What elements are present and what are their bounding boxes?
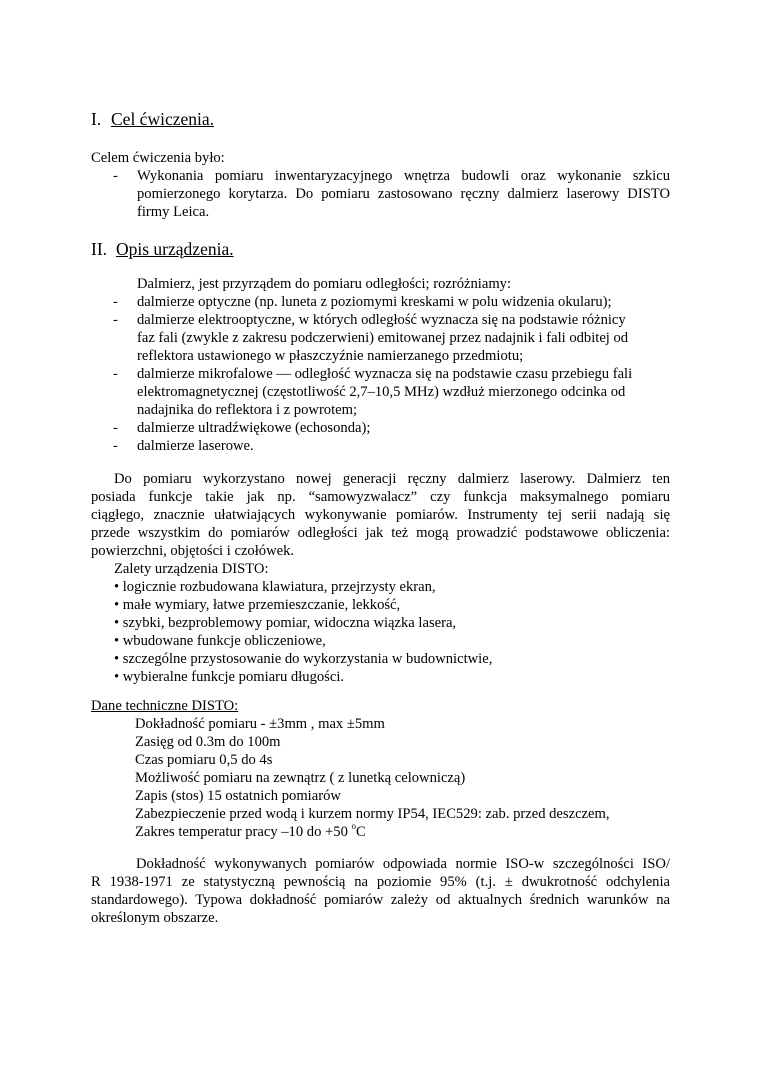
paragraph-line: ciągłego, znacznie ułatwiających wykonywanie pomiarów. Instrumenty tej serii nadają się — [91, 507, 670, 523]
tech-data-row: Dokładność pomiaru - ±3mm , max ±5mm — [135, 716, 385, 732]
list-dash: - — [113, 420, 118, 436]
section-1-item-line: pomierzonego korytarza. Do pomiaru zastosowano ręczny dalmierz laserowy DISTO — [137, 186, 670, 202]
final-paragraph-line: R 1938-1971 ze statystyczną pewnością na poziomie 95% (t.j. ± dwukrotność odchylenia — [91, 874, 670, 890]
tech-data-row: Czas pomiaru 0,5 do 4s — [135, 752, 273, 768]
advantage-item: • szybki, bezproblemowy pomiar, widoczna wiązka lasera, — [114, 615, 457, 631]
section-1-intro: Celem ćwiczenia było: — [91, 150, 225, 166]
paragraph-line: powierzchni, objętości i czołówek. — [91, 543, 295, 559]
section-2-title: Opis urządzenia. — [116, 239, 234, 259]
tech-data-row-temperature — [135, 823, 366, 841]
section-1-item-line: firmy Leica. — [137, 204, 210, 220]
device-type-line: reflektora ustawionego w płaszczyźnie namierzanego przedmiotu; — [137, 348, 524, 364]
list-dash: - — [113, 168, 118, 184]
tech-data-row: Zapis (stos) 15 ostatnich pomiarów — [135, 788, 341, 804]
section-1-number: I. — [91, 109, 102, 129]
final-paragraph-line: standardowego). Typowa dokładność pomiarów zależy od aktualnych średnich warunków na — [91, 892, 670, 908]
degree-unit: C — [356, 824, 366, 840]
advantages-title: Zalety urządzenia DISTO: — [114, 561, 269, 577]
section-1-title: Cel ćwiczenia. — [111, 109, 215, 129]
section-2-number: II. — [91, 239, 108, 259]
device-type-line: dalmierze laserowe. — [137, 438, 254, 454]
advantage-item: • wybieralne funkcje pomiaru długości. — [114, 669, 345, 685]
device-type-line: dalmierze mikrofalowe — odległość wyznacza się na podstawie czasu przebiegu fali — [137, 366, 633, 382]
paragraph-line: przede wszystkim do pomiarów odległości jak też mogą prowadzić podstawowe obliczenia: — [91, 525, 670, 541]
section-1-item-line: Wykonania pomiaru inwentaryzacyjnego wnętrza budowli oraz wykonanie szkicu — [137, 168, 670, 184]
device-type-line: elektromagnetycznej (częstotliwość 2,7–10,5 MHz) wzdłuż mierzonego odcinka od — [137, 384, 626, 400]
final-paragraph-line: określonym obszarze. — [91, 910, 219, 926]
device-type-line: dalmierze elektrooptyczne, w których odległość wyznacza się na podstawie różnicy — [137, 312, 626, 328]
tech-data-row: Możliwość pomiaru na zewnątrz ( z lunetką celowniczą) — [135, 770, 466, 786]
device-type-line: nadajnika do reflektora i z powrotem; — [137, 402, 358, 418]
advantage-item: • małe wymiary, łatwe przemieszczanie, lekkość, — [114, 597, 401, 613]
list-dash: - — [113, 294, 118, 310]
tech-data-row: Zasięg od 0.3m do 100m — [135, 734, 281, 750]
list-dash: - — [113, 438, 118, 454]
section-2-intro: Dalmierz, jest przyrządem do pomiaru odległości; rozróżniamy: — [137, 276, 512, 292]
advantage-item: • szczególne przystosowanie do wykorzystania w budownictwie, — [114, 651, 493, 667]
tech-data-row: Zabezpieczenie przed wodą i kurzem normy IP54, IEC529: zab. przed deszczem, — [135, 806, 610, 822]
final-paragraph-line: Dokładność wykonywanych pomiarów odpowiada normie ISO-w szczególności ISO/ — [136, 856, 670, 872]
device-type-line: faz fali (zwykle z zakresu podczerwieni) emitowanej przez nadajnik i fali odbitej od — [137, 330, 629, 346]
device-type-line: dalmierze ultradźwiękowe (echosonda); — [137, 420, 371, 436]
tech-data-row: Zakres temperatur pracy –10 do +50 — [135, 824, 352, 840]
tech-data-title: Dane techniczne DISTO: — [91, 698, 239, 714]
advantage-item: • logicznie rozbudowana klawiatura, przejrzysty ekran, — [114, 579, 436, 595]
list-dash: - — [113, 366, 118, 382]
paragraph-line: Do pomiaru wykorzystano nowej generacji ręczny dalmierz laserowy. Dalmierz ten — [114, 471, 670, 487]
advantage-item: • wbudowane funkcje obliczeniowe, — [114, 633, 326, 649]
list-dash: - — [113, 312, 118, 328]
paragraph-line: posiada funkcje takie jak np. “samowyzwalacz” czy funkcja maksymalnego pomiaru — [91, 489, 670, 505]
degree-symbol: o — [351, 821, 357, 832]
device-type-line: dalmierze optyczne (np. luneta z poziomymi kreskami w polu widzenia okularu); — [137, 294, 612, 310]
